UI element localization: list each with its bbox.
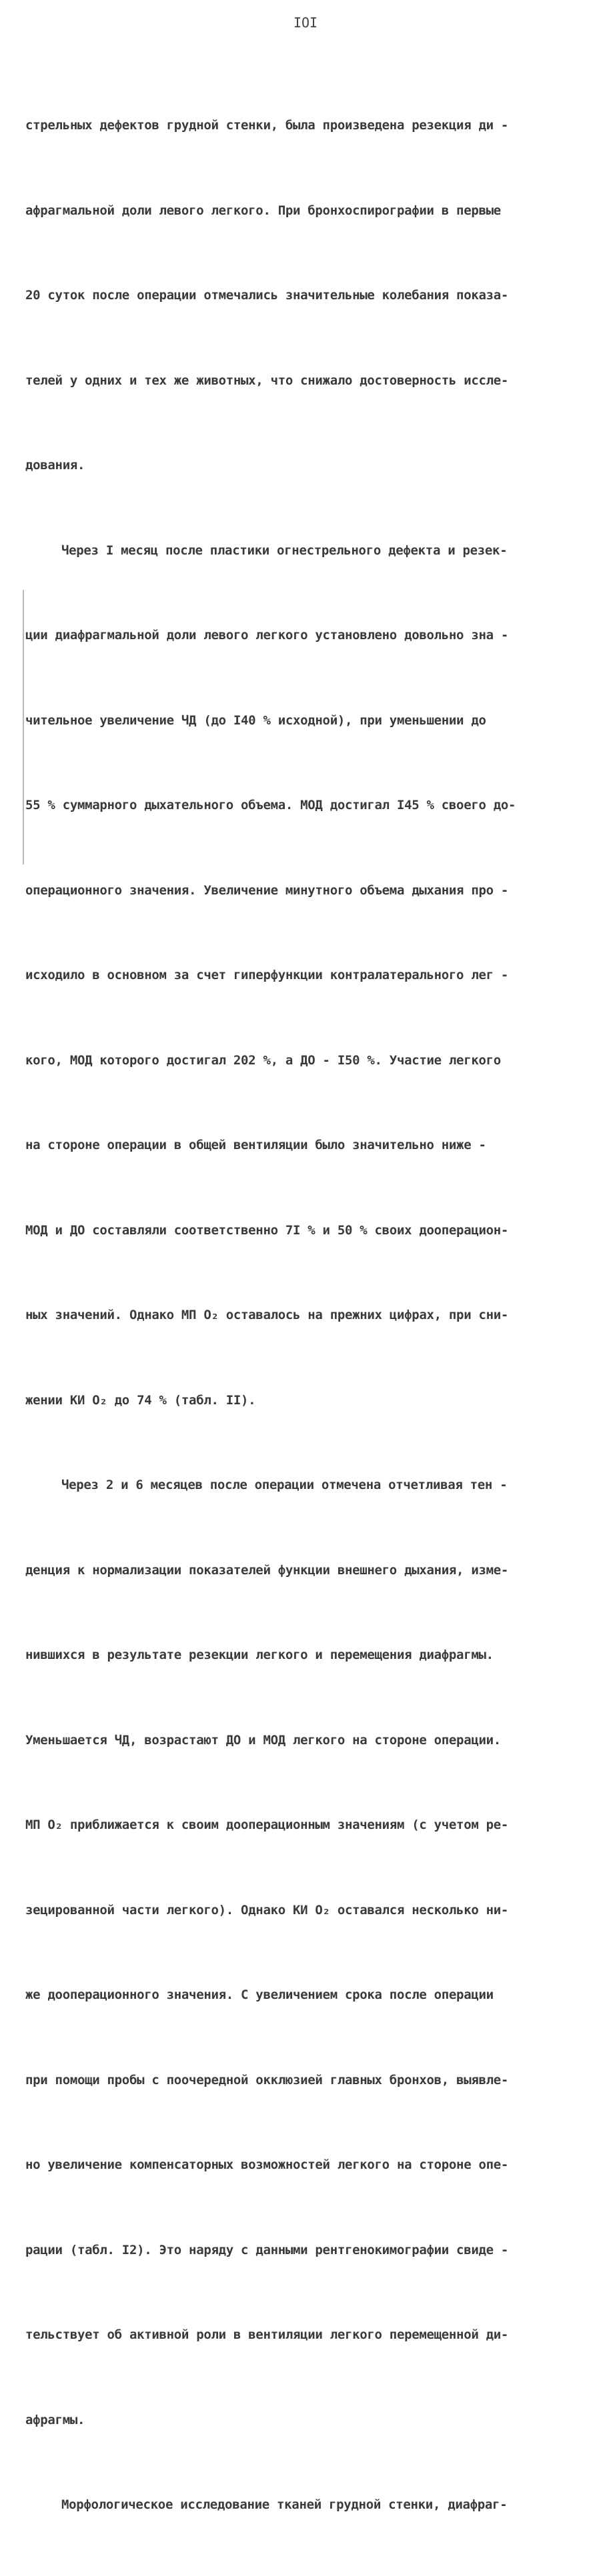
text-line: исходило в основном за счет гиперфункции контралатерального лег - — [25, 968, 509, 982]
text-line: ции диафрагмальной доли левого легкого установлено довольно зна - — [25, 628, 509, 643]
paragraph-first-line: Морфологическое исследование тканей грудной стенки, диафраг- — [61, 2497, 508, 2512]
text-line: зецированной части легкого). Однако КИ O₂ оставался несколько ни- — [25, 1902, 509, 1918]
text-line: афрагмальной доли левого легкого. При бронхоспирографии в первые — [25, 203, 501, 218]
text-line: МОД и ДО составляли соответственно 7I % и 50 % своих дооперацион- — [25, 1222, 509, 1238]
text-line: но увеличение компенсаторных возможностей легкого на стороне опе- — [25, 2157, 509, 2172]
text-line: же дооперационного значения. С увеличением срока после операции — [25, 1987, 494, 2002]
text-line: дования. — [25, 458, 85, 473]
text-line: 20 суток после операции отмечались значительные колебания показа- — [25, 288, 509, 303]
text-line: жении КИ O₂ до 74 % (табл. II). — [25, 1392, 256, 1408]
text-line: Уменьшается ЧД, возрастают ДО и МОД легкого на стороне операции. — [25, 1732, 501, 1748]
text-line: кого, МОД которого достигал 202 %, а ДО - I50 %. Участие легкого — [25, 1052, 501, 1068]
text-line: МП O₂ приближается к своим дооперационным значениям (с учетом ре- — [25, 1818, 509, 1832]
text-line: афрагмы. — [25, 2412, 85, 2427]
margin-line — [23, 590, 24, 864]
text-line: 55 % суммарного дыхательного объема. МОД достигал I45 % своего до- — [25, 798, 516, 812]
text-line: ных значений. Однако МП O₂ оставалось на прежних цифрах, при сни- — [25, 1308, 509, 1322]
body-text — [25, 55, 586, 2576]
paragraph-first-line: Через I месяц после пластики огнестрельного дефекта и резек- — [61, 543, 508, 558]
text-line: тельствует об активной роли в вентиляции легкого перемещенной ди- — [25, 2327, 509, 2342]
text-line: нившихся в результате резекции легкого и перемещения диафрагмы. — [25, 1648, 494, 1662]
text-line: денция к нормализации показателей функции внешнего дыхания, изме- — [25, 1562, 509, 1578]
text-line: на стороне операции в общей вентиляции было значительно ниже - — [25, 1138, 486, 1152]
paragraph-first-line: Через 2 и 6 месяцев после операции отмечена отчетливая тен - — [61, 1478, 508, 1492]
text-line: рации (табл. I2). Это наряду с данными рентгенокимографии свиде - — [25, 2242, 509, 2257]
text-line: операционного значения. Увеличение минутного объема дыхания про - — [25, 882, 509, 898]
text-line: стрельных дефектов грудной стенки, была произведена резекция ди - — [25, 118, 509, 133]
text-line: телей у одних и тех же животных, что снижало достоверность иссле- — [25, 373, 509, 388]
page-number: IOI — [293, 15, 318, 31]
text-line: чительное увеличение ЧД (до I40 % исходной), при уменьшении до — [25, 712, 486, 728]
text-line: при помощи пробы с поочередной окклюзией главных бронхов, выявле- — [25, 2072, 509, 2087]
